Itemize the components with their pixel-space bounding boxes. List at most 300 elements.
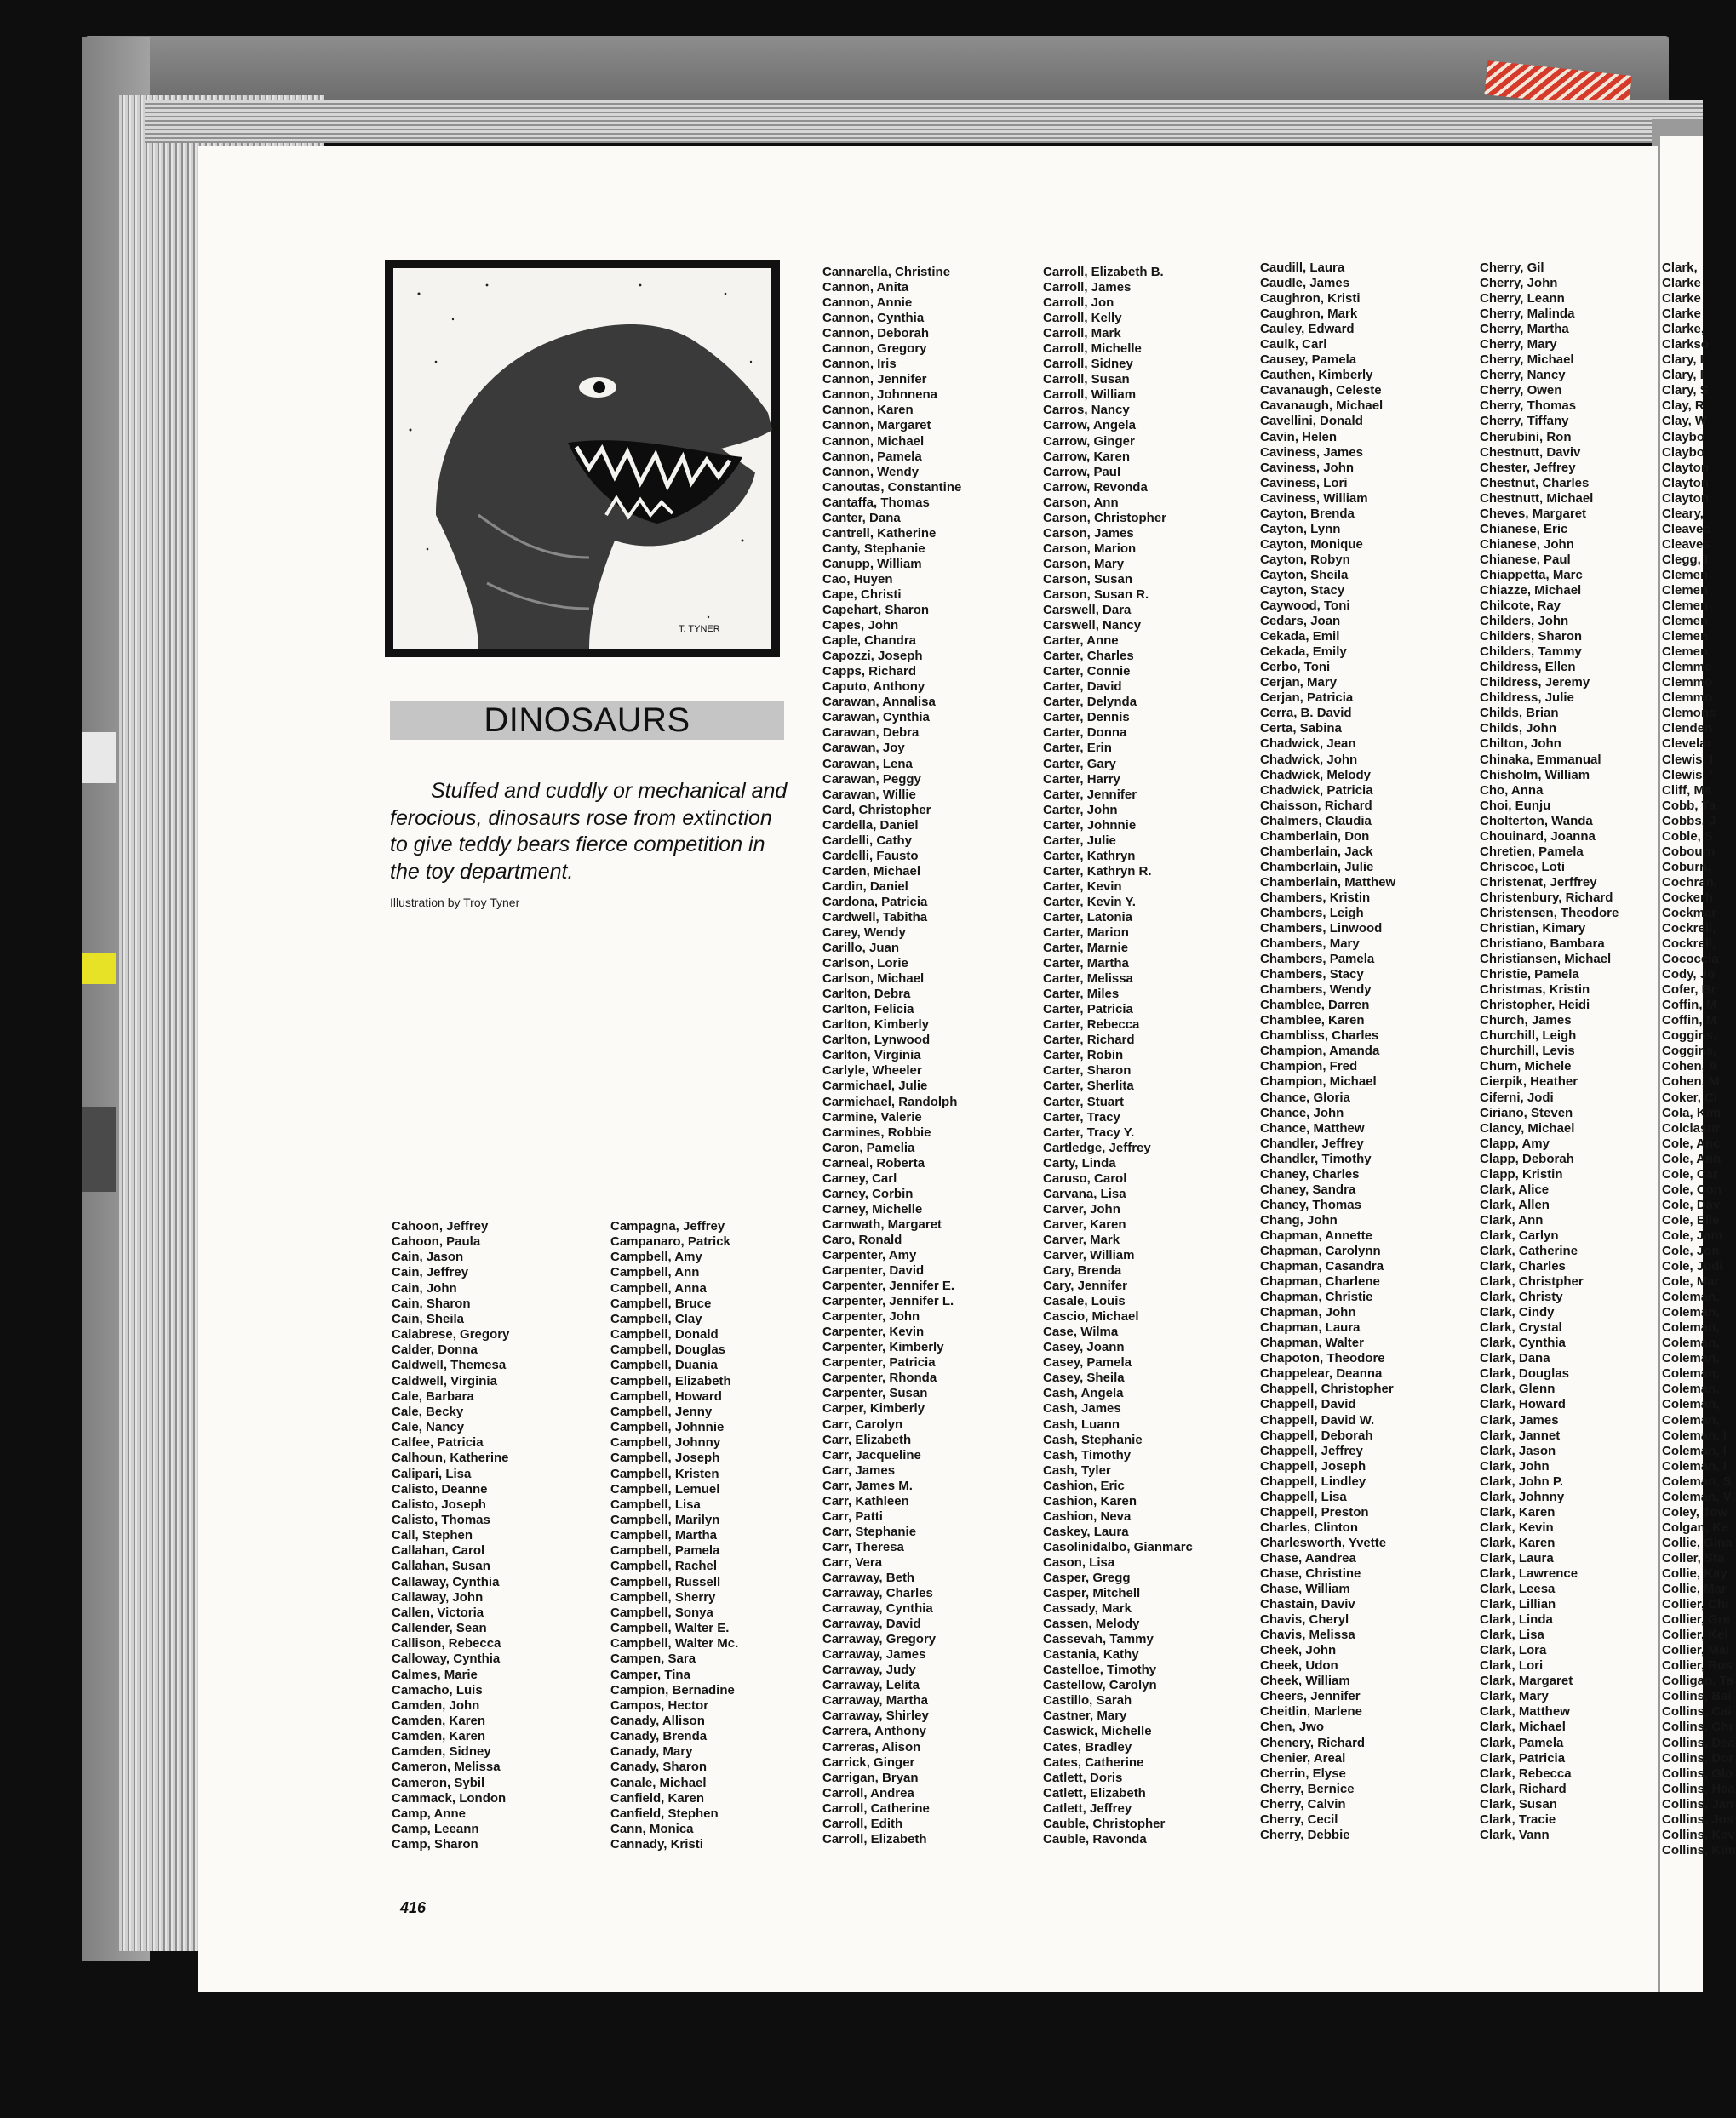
student-name: Cleaves: [1662, 521, 1710, 536]
student-name: Chapman, John: [1260, 1305, 1356, 1320]
student-name: Carawan, Joy: [822, 741, 905, 756]
student-name: Coburn,: [1662, 859, 1711, 874]
student-name: Coley, Tow: [1662, 1504, 1727, 1520]
student-name: Cerjan, Mary: [1260, 675, 1338, 690]
student-name: Clark, Pamela: [1480, 1735, 1564, 1750]
student-name: Carter, Erin: [1043, 741, 1112, 756]
student-name: Carr, Elizabeth: [822, 1432, 912, 1447]
student-name: Collins, Dea: [1662, 1735, 1735, 1750]
student-name: Clark, Michael: [1480, 1720, 1566, 1735]
student-name: Caviness, William: [1260, 490, 1368, 506]
student-name: Clark, Karen: [1480, 1504, 1556, 1520]
student-name: Cherry, Gil: [1480, 260, 1544, 275]
student-name: Carraway, Charles: [822, 1586, 933, 1601]
student-name: Carroll, Sidney: [1043, 357, 1133, 372]
student-name: Carrigan, Bryan: [822, 1770, 919, 1785]
student-name: Collins, Chr: [1662, 1720, 1734, 1735]
student-name: Catlett, Doris: [1043, 1770, 1123, 1785]
student-name: Carr, James M.: [822, 1478, 913, 1493]
student-name: Carter, Donna: [1043, 725, 1127, 741]
student-name: Calhoun, Katherine: [392, 1451, 509, 1466]
student-name: Clark, Ann: [1480, 1212, 1544, 1228]
student-name: Cahoon, Jeffrey: [392, 1219, 489, 1234]
student-name: Cardelli, Fausto: [822, 848, 919, 863]
student-name: Clarke,: [1662, 322, 1705, 337]
student-name: Campbell, Kristen: [610, 1466, 719, 1481]
student-name: Cola, Kim: [1662, 1105, 1722, 1120]
student-name: Caviness, Lori: [1260, 475, 1348, 490]
student-name: Carroll, Andrea: [822, 1785, 914, 1800]
student-name: Calisto, Deanne: [392, 1481, 488, 1497]
student-name: Clarke: [1662, 276, 1701, 291]
student-name: Cheek, William: [1260, 1674, 1350, 1689]
student-name: Coker, Ci: [1662, 1090, 1718, 1105]
student-name: Carnwath, Margaret: [822, 1216, 942, 1232]
student-name: Cole, Elle: [1662, 1212, 1720, 1228]
student-name: Cole, Mar: [1662, 1274, 1720, 1290]
student-name: Camden, Karen: [392, 1714, 486, 1728]
student-name: Campbell, Lemuel: [610, 1481, 720, 1497]
student-name: Cherry, Cecil: [1260, 1812, 1338, 1827]
student-name: Carter, Tracy: [1043, 1109, 1120, 1125]
student-name: Causey, Pamela: [1260, 352, 1357, 368]
student-name: Collier, Chi: [1662, 1597, 1729, 1612]
student-name: Cardwell, Tabitha: [822, 909, 928, 924]
student-name: Cholterton, Wanda: [1480, 813, 1593, 828]
student-name: Cale, Becky: [392, 1404, 464, 1419]
student-name: Collier, Gre: [1662, 1612, 1731, 1628]
student-name: Cole, Judi: [1662, 1259, 1723, 1274]
student-name: Carr, James: [822, 1463, 896, 1478]
student-name: Carter, Richard: [1043, 1033, 1135, 1048]
student-name: Chapman, Casandra: [1260, 1259, 1384, 1274]
student-name: Chinaka, Emmanual: [1480, 752, 1601, 767]
student-name: Carter, Martha: [1043, 956, 1129, 971]
student-name: Chappell, Deborah: [1260, 1428, 1373, 1443]
student-name: Cherry, Owen: [1480, 383, 1562, 398]
student-name: Campbell, Rachel: [610, 1559, 718, 1574]
dinosaur-illustration: [385, 260, 780, 657]
student-name: Cannady, Kristi: [610, 1837, 703, 1852]
student-name: Campbell, Duania: [610, 1358, 718, 1373]
student-name: Carden, Michael: [822, 863, 921, 879]
student-name: Church, James: [1480, 1013, 1572, 1028]
student-name: Coleman, I: [1662, 1458, 1727, 1474]
student-name: Cliff, Ma: [1662, 782, 1712, 798]
student-name: Carraway, Martha: [822, 1693, 928, 1709]
student-name: Clemen: [1662, 582, 1709, 598]
student-name: Carraway, Gregory: [822, 1632, 937, 1647]
student-name: Coleman,: [1662, 1397, 1720, 1412]
student-name: Cerra, B. David: [1260, 706, 1352, 721]
student-name: Clarkso: [1662, 337, 1710, 352]
student-name: Chapman, Annette: [1260, 1228, 1372, 1243]
student-name: Cardelli, Cathy: [822, 833, 913, 848]
student-name: Carter, Connie: [1043, 664, 1131, 679]
student-name: Chamberlain, Jack: [1260, 844, 1373, 859]
student-name: Chiappetta, Marc: [1480, 567, 1583, 582]
student-name: Campbell, Lisa: [610, 1497, 701, 1512]
student-name: Chianese, Eric: [1480, 521, 1568, 536]
section-title: DINOSAURS: [484, 701, 690, 739]
student-name: Cashion, Eric: [1043, 1478, 1125, 1493]
student-name: Churchill, Levis: [1480, 1044, 1575, 1059]
student-name: Cain, John: [392, 1280, 457, 1296]
student-name: Childers, Tammy: [1480, 644, 1582, 660]
name-column-7-partial: [1662, 260, 1736, 1858]
student-name: Carrow, Paul: [1043, 464, 1121, 479]
illustration-credit: Illustration by Troy Tyner: [390, 896, 520, 909]
student-name: Cole, Car: [1662, 1166, 1718, 1182]
student-name: Chretien, Pamela: [1480, 844, 1584, 859]
student-name: Cannon, Pamela: [822, 449, 922, 464]
student-name: Chianese, Paul: [1480, 552, 1571, 567]
student-name: Chase, Christine: [1260, 1566, 1361, 1581]
student-name: Cardona, Patricia: [822, 894, 928, 909]
student-name: Clapp, Kristin: [1480, 1166, 1563, 1182]
student-name: Collins, Hea: [1662, 1781, 1735, 1796]
student-name: Collier, Kel: [1662, 1628, 1728, 1643]
student-name: Carrow, Karen: [1043, 449, 1130, 464]
student-name: Carvana, Lisa: [1043, 1186, 1126, 1201]
student-name: Chappelear, Deanna: [1260, 1366, 1383, 1382]
student-name: Cannon, Iris: [822, 357, 897, 372]
student-name: Carawan, Willie: [822, 787, 916, 802]
student-name: Cerjan, Patricia: [1260, 690, 1354, 706]
student-name: Cheers, Jennifer: [1260, 1689, 1361, 1704]
student-name: Cannon, Deborah: [822, 326, 930, 341]
student-name: Cho, Anna: [1480, 782, 1544, 798]
student-name: Casey, Joann: [1043, 1340, 1125, 1355]
student-name: Carrow, Angela: [1043, 418, 1136, 433]
student-name: Carpenter, Kevin: [822, 1325, 925, 1340]
student-name: Call, Stephen: [392, 1528, 473, 1543]
student-name: Clemen: [1662, 644, 1709, 660]
student-name: Capps, Richard: [822, 664, 917, 679]
student-name: Carreras, Alison: [822, 1739, 921, 1755]
student-name: Clark, Jason: [1480, 1443, 1556, 1458]
name-column-5: [1260, 260, 1395, 1843]
student-name: Cash, Timothy: [1043, 1447, 1132, 1463]
student-name: Carter, Dennis: [1043, 710, 1130, 725]
student-name: Carlton, Virginia: [822, 1048, 921, 1063]
student-name: Carter, Anne: [1043, 633, 1119, 649]
student-name: Caviness, John: [1260, 460, 1355, 475]
student-name: Carson, Ann: [1043, 495, 1119, 510]
student-name: Chadwick, John: [1260, 752, 1358, 767]
student-name: Cash, Angela: [1043, 1386, 1124, 1401]
student-name: Clark, Lora: [1480, 1643, 1547, 1658]
student-name: Collins, Kim: [1662, 1842, 1736, 1858]
student-name: Clark, Mary: [1480, 1689, 1549, 1704]
student-name: Clark, Alice: [1480, 1182, 1550, 1197]
student-name: Caywood, Toni: [1260, 598, 1350, 614]
student-name: Capes, John: [822, 618, 899, 633]
student-name: Chaney, Thomas: [1260, 1197, 1361, 1212]
student-name: Choi, Eunju: [1480, 798, 1551, 813]
student-name: Carr, Jacqueline: [822, 1447, 921, 1463]
student-name: Cockrell,: [1662, 921, 1716, 936]
student-name: Cannon, Annie: [822, 295, 913, 311]
student-name: Canoutas, Constantine: [822, 479, 962, 495]
student-name: Childs, Brian: [1480, 706, 1559, 721]
section-intro: [390, 778, 790, 885]
student-name: Chadwick, Jean: [1260, 736, 1356, 752]
student-name: Campbell, Sherry: [610, 1589, 716, 1605]
student-name: Cannon, Anita: [822, 280, 909, 295]
student-name: Carmichael, Randolph: [822, 1094, 958, 1109]
student-name: Chapman, Carolynn: [1260, 1244, 1381, 1258]
student-name: Carr, Patti: [822, 1508, 883, 1524]
student-name: Clark, Leesa: [1480, 1582, 1556, 1597]
student-name: Cayton, Stacy: [1260, 582, 1345, 598]
student-name: Cannon, Cynthia: [822, 311, 925, 326]
student-name: Caldwell, Themesa: [392, 1358, 507, 1373]
student-name: Cherry, Tiffany: [1480, 414, 1569, 429]
student-name: Chandler, Timothy: [1260, 1151, 1372, 1166]
student-name: Cardin, Daniel: [822, 879, 908, 894]
student-name: Cherry, Michael: [1480, 352, 1574, 368]
student-name: Caskey, Laura: [1043, 1524, 1129, 1539]
student-name: Clark, Catherine: [1480, 1244, 1578, 1258]
student-name: Carswell, Nancy: [1043, 618, 1142, 633]
student-name: Cash, Stephanie: [1043, 1432, 1143, 1447]
student-name: Caple, Chandra: [822, 633, 917, 649]
student-name: Childress, Julie: [1480, 690, 1574, 706]
student-name: Cauley, Edward: [1260, 322, 1355, 337]
student-name: Cain, Jason: [392, 1250, 464, 1265]
name-column-1: [392, 1219, 509, 1852]
student-name: Clark, Douglas: [1480, 1366, 1570, 1382]
student-name: Carter, Sharon: [1043, 1063, 1132, 1079]
student-name: Clark,: [1662, 260, 1698, 275]
student-name: Chen, Jwo: [1260, 1720, 1325, 1735]
student-name: Clark, Laura: [1480, 1550, 1554, 1566]
student-name: Collins, Glo: [1662, 1766, 1733, 1781]
student-name: Chandler, Jeffrey: [1260, 1136, 1364, 1151]
student-name: Catlett, Elizabeth: [1043, 1785, 1146, 1800]
student-name: Clarke: [1662, 306, 1701, 322]
student-name: Chamblee, Darren: [1260, 998, 1370, 1013]
student-name: Caviness, James: [1260, 444, 1363, 460]
student-name: Campbell, Russell: [610, 1574, 721, 1589]
student-name: Clark, Allen: [1480, 1197, 1550, 1212]
student-name: Cole, Anc: [1662, 1136, 1721, 1151]
student-name: Chavis, Melissa: [1260, 1628, 1355, 1643]
student-name: Coller, Sta: [1662, 1550, 1725, 1566]
student-name: Cohen, A: [1662, 1059, 1718, 1074]
student-name: Collie, Kay: [1662, 1566, 1727, 1581]
student-name: Cockerh: [1662, 890, 1714, 905]
student-name: Camden, Karen: [392, 1729, 486, 1744]
student-name: Clark, Tracie: [1480, 1812, 1556, 1827]
student-name: Carroll, Jon: [1043, 295, 1114, 311]
student-name: Cavanaugh, Michael: [1260, 398, 1384, 414]
student-name: Carter, David: [1043, 679, 1122, 695]
student-name: Clayton: [1662, 475, 1710, 490]
student-name: Cole, Jam: [1662, 1228, 1722, 1243]
student-name: Canady, Sharon: [610, 1760, 708, 1775]
student-name: Chambers, Linwood: [1260, 921, 1383, 936]
student-name: Cofer, Br: [1662, 982, 1716, 998]
student-name: Clark, Rebecca: [1480, 1766, 1572, 1781]
student-name: Cannon, Gregory: [822, 341, 927, 357]
student-name: Carrow, Revonda: [1043, 479, 1148, 495]
student-name: Caron, Pamelia: [822, 1140, 915, 1155]
student-name: Chouinard, Joanna: [1480, 828, 1596, 844]
student-name: Caudill, Laura: [1260, 260, 1345, 275]
student-name: Camper, Tina: [610, 1667, 690, 1682]
student-name: Chenery, Richard: [1260, 1735, 1366, 1750]
student-name: Carpenter, Jennifer L.: [822, 1294, 954, 1309]
student-name: Carrow, Ginger: [1043, 433, 1135, 449]
student-name: Chambers, Kristin: [1260, 890, 1371, 905]
student-name: Collier, Mai: [1662, 1643, 1730, 1658]
student-name: Carter, Miles: [1043, 987, 1120, 1002]
student-name: Cierpik, Heather: [1480, 1074, 1578, 1090]
student-name: Cauble, Christopher: [1043, 1816, 1166, 1831]
student-name: Cameron, Melissa: [392, 1760, 501, 1775]
student-name: Collins, Dor: [1662, 1750, 1734, 1766]
student-name: Clancy, Michael: [1480, 1120, 1575, 1136]
student-name: Champion, Amanda: [1260, 1044, 1380, 1059]
student-name: Carter, Kathryn: [1043, 848, 1136, 863]
student-name: Chestnut, Charles: [1480, 475, 1590, 490]
student-name: Chappell, David: [1260, 1397, 1356, 1412]
student-name: Caruso, Carol: [1043, 1171, 1127, 1186]
student-name: Cain, Sheila: [392, 1311, 465, 1326]
student-name: Calder, Donna: [392, 1342, 478, 1358]
name-column-2: [610, 1219, 738, 1852]
student-name: Chambliss, Charles: [1260, 1028, 1379, 1044]
student-name: Carraway, James: [822, 1647, 926, 1663]
student-name: Cashion, Karen: [1043, 1493, 1137, 1508]
student-name: Christensen, Theodore: [1480, 905, 1619, 920]
student-name: Carroll, William: [1043, 387, 1137, 403]
student-name: Claybo: [1662, 429, 1705, 444]
student-name: Cates, Bradley: [1043, 1739, 1132, 1755]
student-name: Campbell, Joseph: [610, 1451, 720, 1466]
student-name: Christmas, Kristin: [1480, 982, 1590, 998]
student-name: Camp, Leeann: [392, 1822, 479, 1837]
student-name: Capehart, Sharon: [822, 603, 930, 618]
student-name: Clary, I: [1662, 352, 1704, 368]
student-name: Cannon, Johnnena: [822, 387, 937, 403]
student-name: Clark, Patricia: [1480, 1750, 1566, 1766]
student-name: Chadwick, Melody: [1260, 767, 1372, 782]
student-name: Carraway, Cynthia: [822, 1601, 933, 1617]
student-name: Caswick, Michelle: [1043, 1724, 1152, 1739]
student-name: Calipari, Lisa: [392, 1466, 472, 1481]
student-name: Clark, Richard: [1480, 1781, 1567, 1796]
student-name: Chase, William: [1260, 1582, 1350, 1597]
student-name: Colgan, Ke: [1662, 1520, 1729, 1535]
student-name: Cash, Luann: [1043, 1417, 1120, 1432]
student-name: Campbell, Walter Mc.: [610, 1636, 739, 1651]
student-name: Cary, Jennifer: [1043, 1279, 1127, 1294]
student-name: Carter, Marion: [1043, 925, 1129, 941]
student-name: Caulk, Carl: [1260, 337, 1327, 352]
student-name: Carr, Vera: [822, 1554, 883, 1570]
page-number: 416: [400, 1899, 427, 1916]
student-name: Carillo, Juan: [822, 941, 900, 956]
student-name: Carpenter, Jennifer E.: [822, 1279, 955, 1294]
student-name: Cale, Barbara: [392, 1388, 474, 1404]
student-name: Canter, Dana: [822, 510, 901, 525]
student-name: Cole, Con: [1662, 1182, 1722, 1197]
student-name: Cherrin, Elyse: [1260, 1766, 1346, 1781]
student-name: Collins, Kev: [1662, 1827, 1735, 1842]
student-name: Childers, John: [1480, 614, 1569, 629]
student-name: Collins, Jan: [1662, 1796, 1734, 1812]
student-name: Cain, Jeffrey: [392, 1265, 469, 1280]
student-name: Casey, Sheila: [1043, 1371, 1125, 1386]
student-name: Carroll, Susan: [1043, 372, 1130, 387]
student-name: Chambers, Mary: [1260, 936, 1360, 952]
student-name: Coggins,: [1662, 1044, 1717, 1059]
student-name: Cannon, Michael: [822, 433, 925, 449]
student-name: Churchill, Leigh: [1480, 1028, 1577, 1044]
student-name: Cherry, Calvin: [1260, 1796, 1346, 1812]
student-name: Cockrell,: [1662, 936, 1716, 952]
student-name: Carver, William: [1043, 1248, 1135, 1262]
student-name: Chappell, Jeffrey: [1260, 1443, 1363, 1458]
student-name: Campbell, Marilyn: [610, 1512, 720, 1527]
student-name: Campbell, Walter E.: [610, 1621, 730, 1636]
student-name: Case, Wilma: [1043, 1325, 1119, 1340]
student-name: Christie, Pamela: [1480, 967, 1579, 982]
student-name: Cauthen, Kimberly: [1260, 368, 1373, 383]
student-name: Casper, Mitchell: [1043, 1586, 1141, 1601]
section-title-bar: [390, 701, 784, 740]
student-name: Chaisson, Richard: [1260, 798, 1372, 813]
student-name: Caughron, Kristi: [1260, 291, 1361, 306]
student-name: Carraway, Judy: [822, 1663, 916, 1678]
student-name: Chappell, Joseph: [1260, 1458, 1366, 1474]
student-name: Collie, Gina: [1662, 1535, 1733, 1550]
student-name: Clark, Cindy: [1480, 1305, 1555, 1320]
student-name: Camacho, Luis: [392, 1682, 483, 1697]
student-name: Callaway, Cynthia: [392, 1574, 500, 1589]
student-name: Callen, Victoria: [392, 1605, 484, 1620]
student-name: Carter, Robin: [1043, 1048, 1124, 1063]
student-name: Cayton, Lynn: [1260, 521, 1341, 536]
student-name: Carraway, Lelita: [822, 1678, 920, 1693]
student-name: Cole, Dav: [1662, 1197, 1721, 1212]
student-name: Castellow, Carolyn: [1043, 1678, 1157, 1693]
student-name: Carter, Gary: [1043, 756, 1116, 771]
student-name: Chester, Jeffrey: [1480, 460, 1576, 475]
student-name: Clemen: [1662, 614, 1709, 629]
student-name: Cobourn: [1662, 844, 1716, 859]
student-name: Callahan, Susan: [392, 1559, 490, 1574]
student-name: Chamberlain, Matthew: [1260, 874, 1396, 890]
student-name: Calabrese, Gregory: [392, 1327, 510, 1342]
student-name: Clark, Howard: [1480, 1397, 1566, 1412]
student-name: Clayton: [1662, 460, 1710, 475]
student-name: Carlton, Kimberly: [822, 1017, 930, 1033]
student-name: Carter, Harry: [1043, 771, 1120, 787]
student-name: Castner, Mary: [1043, 1709, 1127, 1724]
student-name: Cason, Lisa: [1043, 1554, 1115, 1570]
student-name: Campbell, Douglas: [610, 1342, 726, 1358]
student-name: Cherry, Mary: [1480, 337, 1557, 352]
student-name: Canfield, Stephen: [610, 1806, 719, 1821]
student-name: Cash, James: [1043, 1401, 1121, 1417]
student-name: Chestnutt, Daviv: [1480, 444, 1581, 460]
student-name: Cochran,: [1662, 874, 1718, 890]
student-name: Clapp, Amy: [1480, 1136, 1550, 1151]
